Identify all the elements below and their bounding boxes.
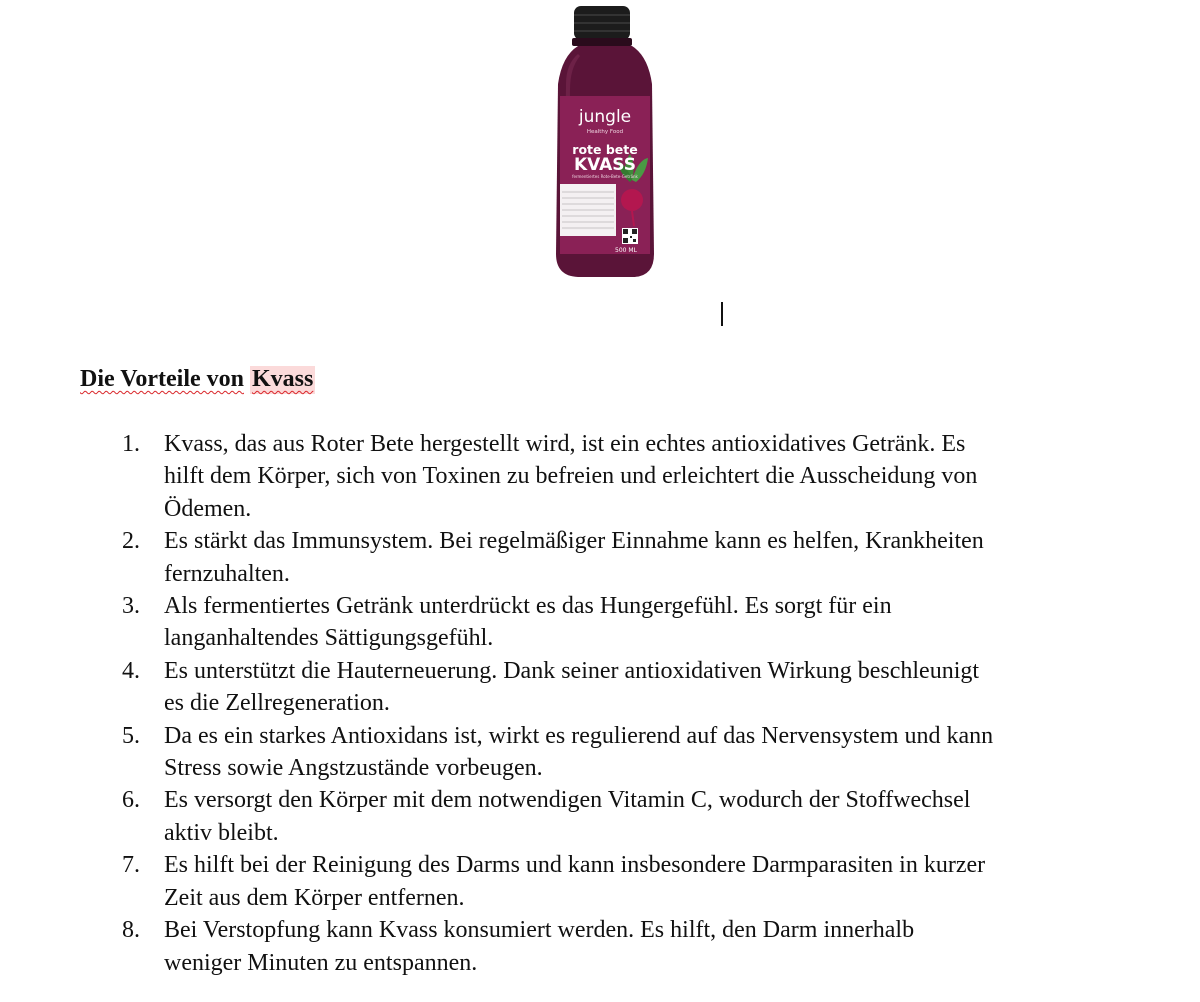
list-item-line: es die Zellregeneration.: [164, 690, 390, 717]
list-item-line: Als fermentiertes Getränk unterdrückt es das Hungergefühl. Es sorgt für ein: [164, 593, 892, 620]
list-item-number: 5.: [122, 722, 140, 749]
list-item-line: Ödemen.: [164, 495, 252, 522]
list-item: [0, 590, 1180, 655]
list-item: [0, 849, 1180, 914]
benefits-list: [0, 428, 1180, 979]
list-item-line: Kvass, das aus Roter Bete hergestellt wird, ist ein echtes antioxidatives Getränk. Es: [164, 431, 966, 457]
list-item-line: fernzuhalten.: [164, 560, 290, 587]
list-item-line: weniger Minuten zu entspannen.: [164, 949, 478, 976]
list-item-line: Da es ein starkes Antioxidans ist, wirkt es regulierend auf das Nervensystem und kann: [164, 722, 994, 749]
heading-highlight: Kvass: [251, 366, 314, 392]
list-item: [0, 525, 1180, 590]
brand-text: jungle: [578, 107, 632, 127]
product-name-line2: KVASS: [573, 155, 637, 175]
list-item-number: 2.: [122, 528, 140, 555]
list-item: [0, 720, 1180, 785]
kvass-bottle-illustration: [548, 4, 664, 280]
product-name-line1: rote bete: [572, 142, 638, 157]
list-item-number: 4.: [122, 657, 140, 684]
list-item-number: 6.: [122, 787, 140, 814]
volume-text: 500 ML: [615, 247, 637, 254]
list-item-line: hilft dem Körper, sich von Toxinen zu befreien und erleichtert die Ausscheidung von: [164, 463, 978, 490]
list-item-number: 7.: [122, 852, 140, 879]
list-item-line: Es unterstützt die Hauterneuerung. Dank seiner antioxidativen Wirkung beschleunigt: [164, 657, 980, 684]
list-item-line: Es hilft bei der Reinigung des Darms und kann insbesondere Darmparasiten in kurzer: [164, 852, 986, 879]
product-subtitle: fermentiertes Rote-Bete-Getränk: [572, 174, 638, 179]
list-item-number: 8.: [122, 917, 140, 944]
list-item-line: Bei Verstopfung kann Kvass konsumiert werden. Es hilft, den Darm innerhalb: [164, 917, 915, 944]
list-item-line: Es versorgt den Körper mit dem notwendigen Vitamin C, wodurch der Stoffwechsel: [164, 787, 971, 814]
heading-prefix: Die Vorteile von: [80, 366, 244, 392]
list-item-line: Zeit aus dem Körper entfernen.: [164, 884, 465, 911]
list-item-line: Stress sowie Angstzustände vorbeugen.: [164, 755, 543, 782]
list-item-number: 3.: [122, 593, 140, 620]
list-item-line: aktiv bleibt.: [164, 819, 279, 846]
list-item-number: 1.: [122, 431, 140, 457]
list-item: [0, 914, 1180, 979]
list-item: [0, 428, 1180, 525]
text-cursor: [721, 302, 723, 326]
tagline-text: Healthy Food: [586, 129, 624, 135]
list-item-line: Es stärkt das Immunsystem. Bei regelmäßiger Einnahme kann es helfen, Krankheiten: [164, 528, 984, 555]
list-item: [0, 784, 1180, 849]
list-item: [0, 655, 1180, 720]
product-image: [548, 4, 664, 280]
list-item-line: langanhaltendes Sättigungsgefühl.: [164, 625, 494, 652]
page-heading: [80, 362, 315, 396]
